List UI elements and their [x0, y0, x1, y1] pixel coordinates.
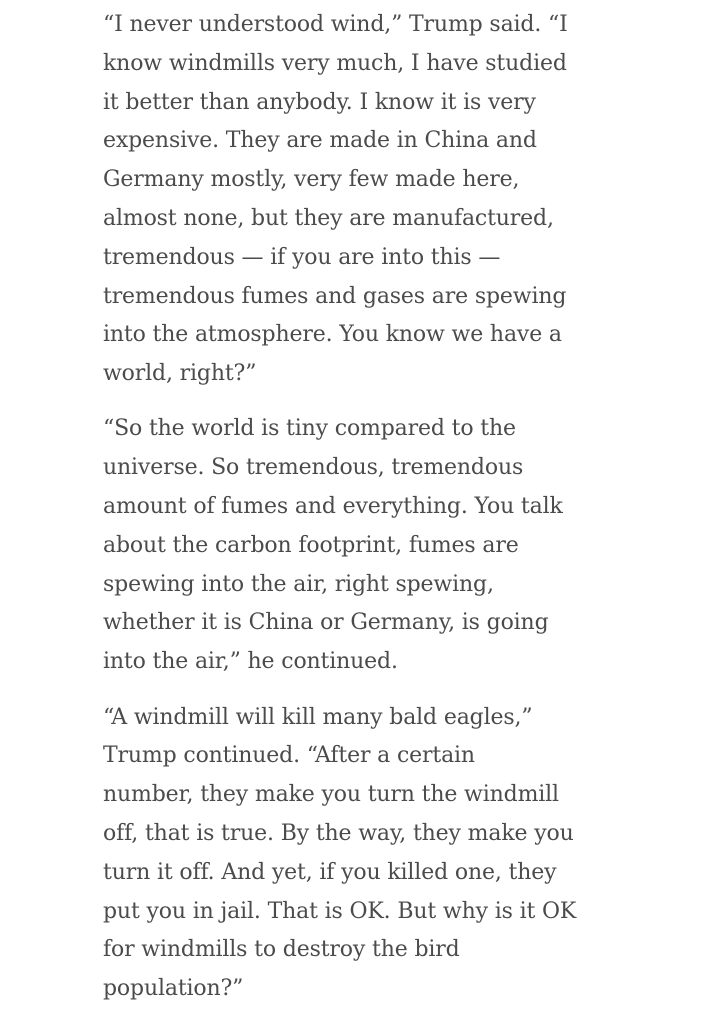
text-line: amount of fumes and everything. You talk [103, 494, 563, 520]
text-line: expensive. They are made in China and [103, 128, 537, 154]
text-line: whether it is China or Germany, is going [103, 610, 549, 636]
paragraph-1 [103, 6, 663, 394]
text-line: tremendous fumes and gases are spewing [103, 283, 567, 309]
text-line: Trump continued. “After a certain [103, 743, 475, 769]
text-line: “I never understood wind,” Trump said. “I [103, 12, 568, 37]
text-line: off, that is true. By the way, they make you [103, 820, 574, 846]
paragraph-3 [103, 699, 663, 1009]
text-line: it better than anybody. I know it is very [103, 89, 536, 115]
text-line: spewing into the air, right spewing, [103, 571, 494, 597]
text-line: Germany mostly, very few made here, [103, 167, 520, 193]
text-line: number, they make you turn the windmill [103, 782, 559, 808]
article-body [103, 6, 663, 1025]
text-line: about the carbon footprint, fumes are [103, 532, 519, 558]
text-line: almost none, but they are manufactured, [103, 205, 554, 231]
paragraph-2 [103, 410, 663, 682]
text-line: into the atmosphere. You know we have a [103, 322, 562, 348]
text-line: “A windmill will kill many bald eagles,” [103, 704, 533, 730]
text-line: tremendous — if you are into this — [103, 244, 501, 270]
text-line: know windmills very much, I have studied [103, 50, 567, 76]
text-line: for windmills to destroy the bird [103, 937, 460, 963]
text-line: turn it off. And yet, if you killed one, they [103, 859, 557, 885]
text-line: into the air,” he continued. [103, 649, 398, 675]
text-line: put you in jail. That is OK. But why is it OK [103, 898, 577, 924]
text-line: “So the world is tiny compared to the [103, 416, 516, 442]
text-line: universe. So tremendous, tremendous [103, 455, 524, 481]
text-line: world, right?” [103, 361, 257, 387]
text-line: population?” [103, 976, 244, 1002]
